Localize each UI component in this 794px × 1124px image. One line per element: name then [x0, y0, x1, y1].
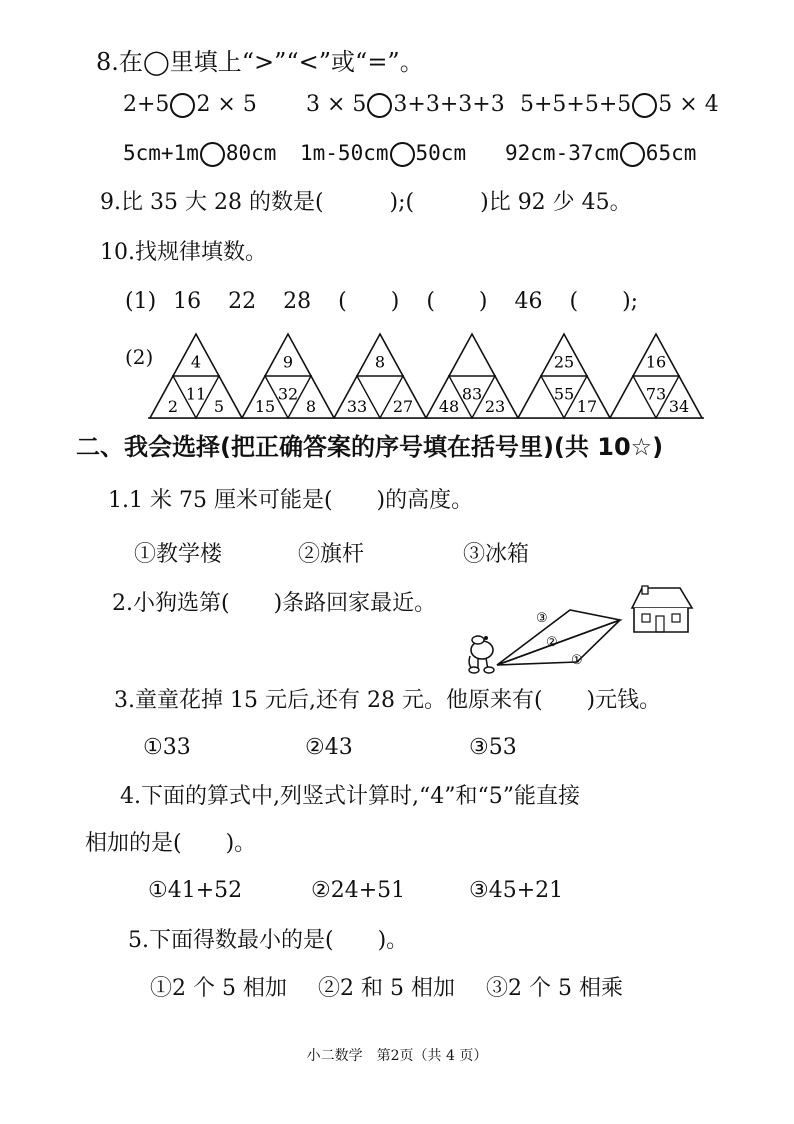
c1-option-2[interactable]: ②旗杆	[298, 542, 365, 567]
c2-text: 2.小狗选第( )条路回家最近。	[112, 591, 437, 616]
triangle-number-right: 17	[576, 397, 598, 416]
c3-option-3[interactable]: ③53	[469, 735, 517, 760]
c4-option-3[interactable]: ③45+21	[469, 878, 564, 903]
number-triangle	[426, 334, 518, 418]
number-triangle	[518, 334, 610, 418]
sequence-blank[interactable]: ( )	[426, 289, 488, 314]
q10-part1	[125, 287, 638, 317]
sequence-item: 46	[514, 289, 543, 314]
c5-text: 5.下面得数最小的是( )。	[128, 928, 409, 953]
triangle-puzzle	[148, 332, 708, 422]
q8-row1	[123, 90, 257, 120]
compare-left: 1m-50cm	[300, 141, 389, 165]
q10-part2-label: (2)	[125, 345, 154, 369]
compare-left: 92cm-37cm	[505, 141, 619, 165]
c3-option-2[interactable]: ②43	[305, 735, 353, 760]
q8-row2c	[505, 138, 696, 168]
sequence-blank[interactable]: ( )	[338, 289, 400, 314]
part-label: (1)	[125, 289, 157, 314]
q10-title: 10.找规律填数。	[100, 240, 267, 265]
triangle-number-right: 23	[484, 397, 506, 416]
triangle-number-top: 9	[282, 352, 294, 372]
sequence-item: 28	[283, 289, 312, 314]
triangle-number-left: 48	[438, 397, 460, 416]
c4-line2: 相加的是( )。	[85, 831, 257, 856]
c1-option-1[interactable]: ①教学楼	[134, 542, 223, 567]
compare-right: 50cm	[415, 141, 467, 165]
q8-title: 8.在◯里填上“>”“<”或“=”。	[96, 48, 424, 76]
triangle-number-mid: 55	[553, 384, 575, 404]
q9-text: 9.比 35 大 28 的数是( );( )比 92 少 45。	[100, 190, 632, 215]
q8-row1c	[520, 90, 719, 120]
q8-row2	[123, 138, 276, 168]
triangle-number-top: 4	[190, 352, 202, 372]
c1-text: 1.1 米 75 厘米可能是( )的高度。	[108, 488, 474, 513]
compare-right: 2 × 5	[196, 92, 257, 117]
route-label-2: ②	[546, 635, 558, 650]
compare-circle[interactable]	[200, 142, 225, 167]
compare-circle[interactable]	[170, 93, 195, 118]
q8-row1b	[306, 90, 505, 120]
triangle-number-top: 25	[553, 352, 575, 372]
triangle-number-top: 8	[374, 352, 386, 372]
dog-route-diagram	[462, 580, 702, 690]
compare-right: 5 × 4	[658, 92, 719, 117]
triangle-number-right: 5	[213, 397, 225, 416]
c3-text: 3.童童花掉 15 元后,还有 28 元。他原来有( )元钱。	[114, 688, 662, 713]
triangle-number-mid: 11	[185, 384, 207, 404]
triangle-number-mid: 83	[461, 384, 483, 404]
house-icon	[632, 586, 692, 632]
section2-title: 二、我会选择(把正确答案的序号填在括号里)(共 10☆)	[76, 433, 664, 461]
sequence-item: 22	[228, 289, 257, 314]
triangle-number-mid: 73	[645, 384, 667, 404]
triangle-number-left: 2	[167, 397, 179, 416]
compare-circle[interactable]	[632, 93, 657, 118]
number-triangle	[150, 334, 242, 418]
page-footer: 小二数学 第2页（共 4 页）	[306, 1048, 488, 1064]
number-triangle	[242, 334, 334, 418]
triangle-number-mid: 32	[277, 384, 299, 404]
compare-circle[interactable]	[620, 142, 645, 167]
dog-icon	[469, 636, 494, 673]
compare-right: 80cm	[225, 141, 277, 165]
number-triangle	[334, 334, 426, 418]
c5-option-1[interactable]: ①2 个 5 相加	[150, 976, 287, 1001]
c5-option-2[interactable]: ②2 和 5 相加	[318, 976, 455, 1001]
sequence-blank[interactable]: ( );	[569, 289, 639, 314]
compare-left: 2+5	[123, 92, 170, 117]
c5-option-3[interactable]: ③2 个 5 相乘	[486, 976, 623, 1001]
compare-circle[interactable]	[390, 142, 415, 167]
triangle-number-right: 34	[668, 397, 690, 416]
q8-row2b	[300, 138, 466, 168]
triangle-number-top: 16	[645, 352, 667, 372]
triangle-number-right: 27	[392, 397, 414, 416]
c3-option-1[interactable]: ①33	[143, 735, 191, 760]
c4-option-1[interactable]: ①41+52	[148, 878, 243, 903]
compare-left: 5+5+5+5	[520, 92, 632, 117]
compare-left: 5cm+1m	[123, 141, 199, 165]
compare-right: 65cm	[645, 141, 697, 165]
compare-right: 3+3+3+3	[393, 92, 505, 117]
route-label-1: ①	[571, 653, 583, 668]
route-label-3: ③	[536, 611, 548, 626]
sequence-item: 16	[173, 289, 202, 314]
compare-circle[interactable]	[367, 93, 392, 118]
c4-line1: 4.下面的算式中,列竖式计算时,“4”和“5”能直接	[120, 784, 580, 809]
number-triangle	[610, 334, 702, 418]
triangle-number-right: 8	[305, 397, 317, 416]
triangle-number-left: 15	[254, 397, 276, 416]
c1-option-3[interactable]: ③冰箱	[463, 542, 530, 567]
c4-option-2[interactable]: ②24+51	[311, 878, 406, 903]
triangle-number-left: 33	[346, 397, 368, 416]
compare-left: 3 × 5	[306, 92, 367, 117]
